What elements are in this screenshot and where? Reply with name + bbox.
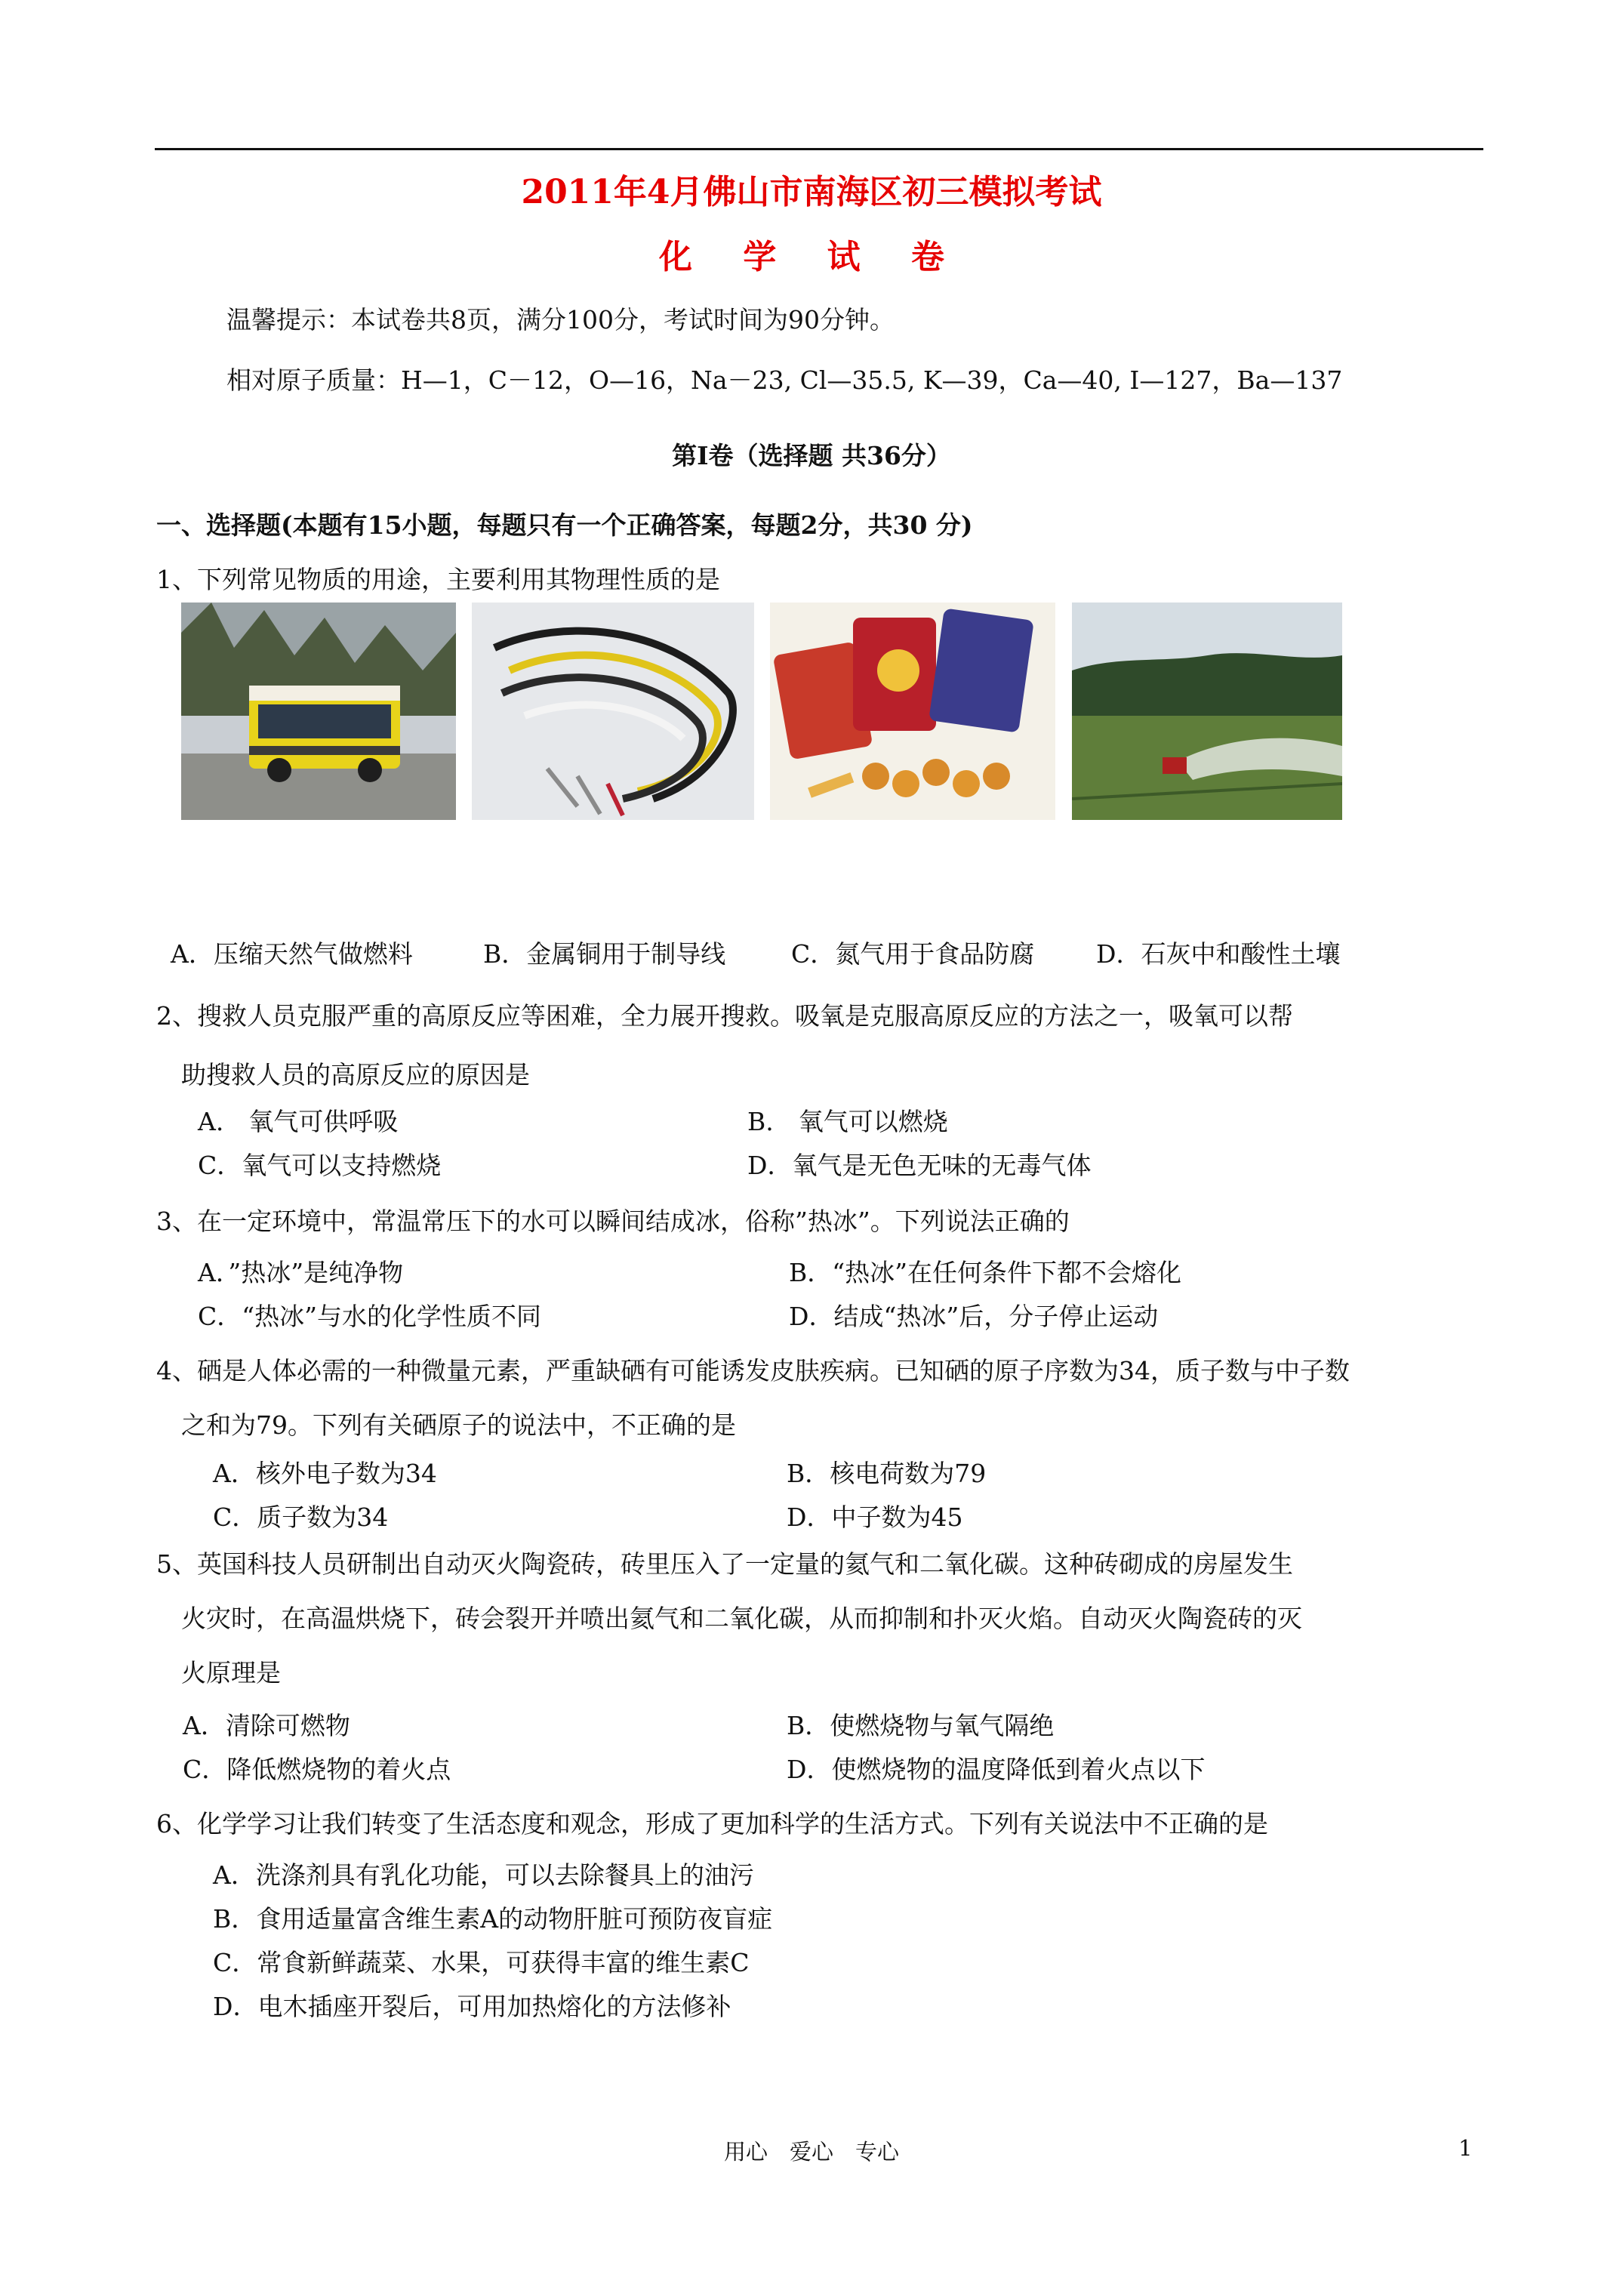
question-4-stem-line-2: 之和为79。下列有关硒原子的说法中，不正确的是 [181,1410,736,1440]
question-5-stem-line-1: 5、英国科技人员研制出自动灭火陶瓷砖，砖里压入了一定量的氦气和二氧化碳。这种砖砌成的房屋发生 [156,1549,1293,1579]
question-2-option-c: C．氧气可以支持燃烧 [198,1151,442,1180]
question-1-option-a: A．压缩天然气做燃料 [171,939,413,969]
question-5-stem-line-2: 火灾时，在高温烘烧下，砖会裂开并喷出氦气和二氧化碳，从而抑制和扑灭火焰。自动灭火陶瓷砖的灭 [181,1604,1302,1633]
question-2-option-b: B. 氧气可以燃烧 [747,1107,948,1136]
question-5-option-d: D．使燃烧物的温度降低到着火点以下 [787,1755,1206,1784]
question-5-option-b: B．使燃烧物与氧气隔绝 [787,1711,1055,1740]
question-2-stem-line-2: 助搜救人员的高原反应的原因是 [181,1060,530,1089]
question-1-stem: 1、下列常见物质的用途，主要利用其物理性质的是 [156,565,720,594]
question-1-image-d [1072,603,1342,820]
question-3-option-b: B．“热冰”在任何条件下都不会熔化 [789,1258,1181,1287]
question-6-option-a: A．洗涤剂具有乳化功能，可以去除餐具上的油污 [213,1860,754,1890]
question-6-stem: 6、化学学习让我们转变了生活态度和观念，形成了更加科学的生活方式。下列有关说法中不正确的是 [156,1809,1268,1838]
footer-slogan: 用心 爱心 专心 [723,2139,899,2165]
question-4-option-b: B．核电荷数为79 [787,1459,987,1488]
atomic-masses: 相对原子质量：H—1，C－12，O—16，Na－23, Cl—35.5, K—39，Ca—40, I—127，Ba—137 [226,365,1343,395]
question-6-option-c: C．常食新鲜蔬菜、水果，可获得丰富的维生素C [213,1948,750,1977]
question-3-stem: 3、在一定环境中，常温常压下的水可以瞬间结成冰，俗称”热冰”。下列说法正确的 [156,1207,1070,1236]
exam-tip: 温馨提示：本试卷共8页，满分100分，考试时间为90分钟。 [226,305,895,334]
exam-title: 2011年4月佛山市南海区初三模拟考试 [521,173,1102,211]
question-5-option-c: C．降低燃烧物的着火点 [183,1755,451,1784]
question-5-option-a: A．清除可燃物 [183,1711,350,1740]
question-6-option-b: B．食用适量富含维生素A的动物肝脏可预防夜盲症 [213,1904,773,1934]
question-4-stem-line-1: 4、硒是人体必需的一种微量元素，严重缺硒有可能诱发皮肤疾病。已知硒的原子序数为34，质子数与中子数 [156,1356,1350,1385]
question-2-option-a: A. 氧气可供呼吸 [198,1107,399,1136]
page-number: 1 [1458,2135,1473,2161]
question-5-stem-line-3: 火原理是 [181,1658,281,1687]
question-1-image-c [770,603,1055,820]
question-1-image-b [472,603,754,820]
question-2-stem-line-1: 2、搜救人员克服严重的高原反应等困难，全力展开搜救。吸氧是克服高原反应的方法之一，吸氧可以帮 [156,1001,1293,1031]
question-4-option-a: A．核外电子数为34 [213,1459,437,1488]
section-heading: 第Ⅰ卷（选择题 共36分） [672,441,951,470]
question-3-option-d: D．结成“热冰”后，分子停止运动 [789,1302,1159,1331]
question-3-option-c: C．“热冰”与水的化学性质不同 [198,1302,541,1331]
question-1-option-c: C．氮气用于食品防腐 [791,939,1035,969]
question-1-option-d: D．石灰中和酸性土壤 [1096,939,1341,969]
header-rule [155,148,1483,150]
exam-subtitle: 化 学 试 卷 [659,238,964,276]
question-2-option-d: D．氧气是无色无味的无毒气体 [747,1151,1092,1180]
question-1-option-b: B．金属铜用于制导线 [483,939,726,969]
part-title: 一、选择题(本题有15小题，每题只有一个正确答案，每题2分，共30 分) [156,510,973,540]
question-1-image-a [181,603,456,820]
question-4-option-c: C．质子数为34 [213,1502,389,1532]
question-4-option-d: D．中子数为45 [787,1502,963,1532]
question-3-option-a: A．”热冰”是纯净物 [198,1258,404,1287]
question-6-option-d: D．电木插座开裂后，可用加热熔化的方法修补 [213,1992,731,2021]
